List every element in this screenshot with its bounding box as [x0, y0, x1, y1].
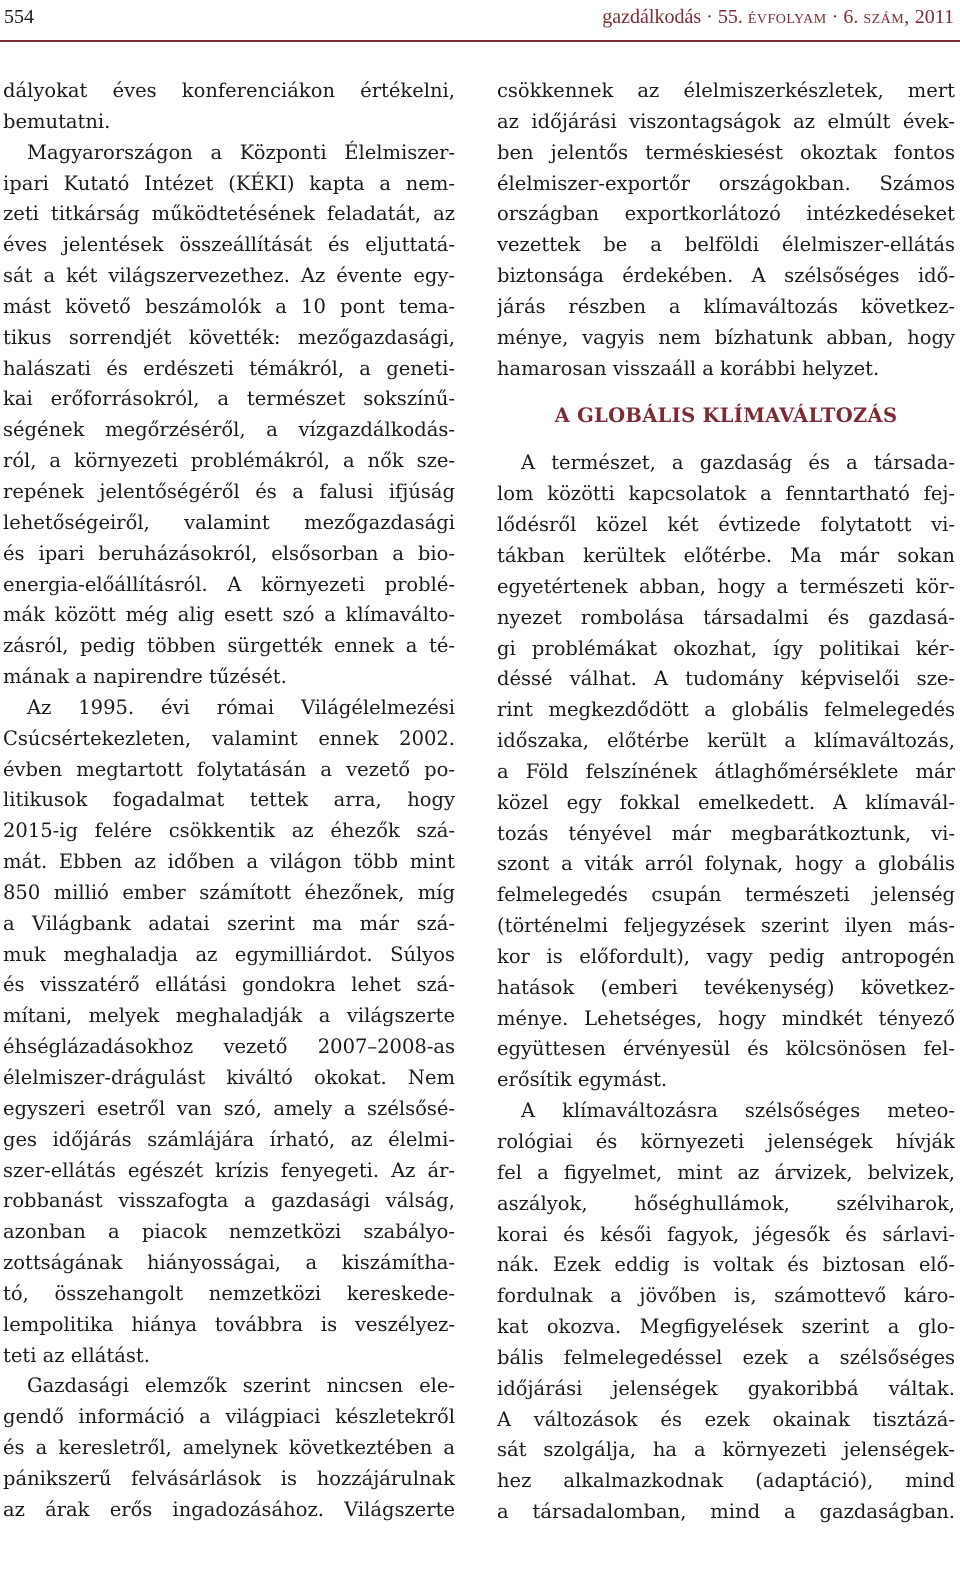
- text-line: zeti titkárság működtetésének feladatát, az: [3, 202, 455, 226]
- page-header: [0, 0, 960, 40]
- text-line: A klímaváltozásra szélsőséges meteo-: [521, 1099, 955, 1123]
- text-line: bemutatni.: [3, 109, 111, 133]
- text-line: 2015-ig felére csökkentik az éhezők szá-: [3, 819, 455, 843]
- text-line: kor is előfordult), vagy pedig antropogén: [497, 944, 955, 968]
- text-line: mák között még alig esett szó a klímaválto-: [3, 603, 455, 627]
- right-column: [497, 76, 955, 1528]
- text-line: évben megtartott folytatásán a vezető po-: [3, 757, 455, 781]
- text-line: zottságának hiányosságai, a kiszámítha-: [3, 1251, 455, 1275]
- text-line: mást követő beszámolók a 10 pont tema-: [3, 294, 455, 318]
- text-line: lődésről közel két évtizede folytatott vi-: [497, 513, 955, 537]
- text-line: az árak erős ingadozásához. Világszerte: [3, 1497, 455, 1521]
- text-line: lehetőségeiről, valamint mezőgazdasági: [3, 510, 455, 534]
- text-line: A természet, a gazdaság és a társada-: [521, 451, 955, 475]
- text-line: szont a viták arról folynak, hogy a globális: [497, 852, 955, 876]
- text-line: azonban a piacok nemzetközi szabályo-: [3, 1220, 455, 1244]
- text-line: déssé válhat. A tudomány képviselői sze-: [497, 667, 955, 691]
- text-line: élelmiszer-exportőr országokban. Számos: [497, 171, 955, 195]
- text-line: vezettek be a belföldi élelmiszer-ellátás: [497, 233, 955, 257]
- text-line: korai és késői fagyok, jégesők és sárlavi-: [497, 1222, 955, 1246]
- journal-name: gazdálkodás: [602, 6, 702, 28]
- right-column-bottom: [497, 448, 955, 1528]
- text-line: közel egy fokkal emelkedett. A klímavál-: [497, 790, 955, 814]
- text-line: ges időjárás számlájára írható, az élelmi-: [3, 1127, 455, 1151]
- text-line: élelmiszer-drágulást kiváltó okokat. Nem: [3, 1066, 455, 1089]
- text-line: csökkennek az élelmiszerkészletek, mert: [497, 79, 955, 102]
- text-line: a társadalomban, mind a gazdaságban.: [497, 1500, 955, 1524]
- text-line: éhséglázadásokhoz vezető 2007–2008-as: [3, 1035, 455, 1059]
- text-line: egyszeri esetről van szó, amely a szélsősé-: [3, 1096, 455, 1120]
- text-line: tikus sorrendjét követték: mezőgazdasági,: [3, 325, 455, 349]
- text-line: hamarosan visszaáll a korábbi helyzet.: [497, 356, 880, 380]
- text-line: halászati és erdészeti témákról, a geneti-: [3, 356, 455, 380]
- text-line: nák. Ezek eddig is voltak és biztosan elő-: [497, 1253, 955, 1277]
- right-column-top: [497, 76, 955, 384]
- text-line: kai erőforrásokról, a természet sokszínű-: [3, 387, 455, 411]
- text-line: biztonsága érdekében. A szélsőséges idő-: [497, 264, 955, 288]
- text-line: (történelmi feljegyzések szerint ilyen más-: [497, 914, 955, 938]
- text-line: időszaka, előtérbe került a klímaváltozás,: [497, 729, 955, 753]
- text-line: sát a két világszervezethez. Az évente egy-: [3, 264, 455, 288]
- text-line: éves jelentések összeállítását és eljuttatá-: [3, 233, 455, 257]
- text-line: rint megkezdődött a globális felmelegedés: [497, 698, 955, 722]
- text-line: hez alkalmazkodnak (adaptáció), mind: [497, 1469, 955, 1493]
- text-line: Az 1995. évi római Világélelmezési: [27, 695, 455, 719]
- text-line: dályokat éves konferenciákon értékelni,: [3, 79, 455, 102]
- text-line: ménye, vagyis nem bízhatunk abban, hogy: [497, 325, 955, 349]
- text-line: mítani, melyek meghaladják a világszerte: [3, 1004, 455, 1028]
- text-line: járás részben a klímaváltozás következ-: [497, 294, 955, 318]
- text-line: ségének megőrzéséről, a vízgazdálkodás-: [3, 418, 455, 442]
- text-line: ipari Kutató Intézet (KÉKI) kapta a nem-: [3, 171, 455, 195]
- text-line: A változások és ezek okainak tisztázá-: [497, 1407, 955, 1431]
- text-line: muk meghaladja az egymilliárdot. Súlyos: [3, 942, 455, 966]
- text-line: fel a figyelmet, mint az árvizek, belvizek,: [497, 1160, 955, 1184]
- text-line: tákban kerültek előtérbe. Ma már sokan: [497, 543, 955, 567]
- text-line: lempolitika hiánya továbbra is veszélyez-: [3, 1312, 455, 1336]
- text-line: erősítik egymást.: [497, 1068, 668, 1092]
- text-line: Gazdasági elemzők szerint nincsen ele-: [27, 1374, 455, 1398]
- text-line: Csúcsértekezleten, valamint ennek 2002.: [3, 726, 455, 750]
- text-line: repének jelentőségéről és a falusi ifjúság: [3, 479, 455, 503]
- page-number: 554: [4, 6, 34, 28]
- text-line: szer-ellátás egészét krízis fenyegeti. Az ár-: [3, 1158, 455, 1182]
- text-line: és ipari beruházásokról, elsősorban a bio-: [3, 541, 455, 565]
- text-line: litikusok fogadalmat tettek arra, hogy: [3, 788, 455, 812]
- text-line: tozás tényével már megbarátkoztunk, vi-: [497, 821, 955, 845]
- text-line: zásról, pedig többen sürgették ennek a té-: [3, 634, 455, 658]
- text-line: együttesen érvényesül és kölcsönösen fel-: [497, 1037, 955, 1061]
- text-line: a Föld felszínének átlaghőmérséklete már: [497, 759, 955, 783]
- text-line: felmelegedés csupán természeti jelenség: [497, 883, 955, 907]
- running-head: gazdálkodás · 55. évfolyam · 6. szám, 2011: [602, 6, 954, 28]
- text-line: sát szolgálja, ha a környezeti jelenségek-: [497, 1438, 955, 1462]
- text-line: gi problémákat okozhat, így politikai kér-: [497, 636, 955, 660]
- text-line: az időjárási viszontagságok az elmúlt évek-: [497, 109, 955, 133]
- text-line: mát. Ebben az időben a világon több mint: [3, 850, 455, 874]
- text-line: országban exportkorlátozó intézkedéseket: [497, 202, 955, 226]
- left-column: [3, 76, 455, 1526]
- text-line: tó, összehangolt nemzetközi kereskede-: [3, 1281, 455, 1305]
- text-line: teti az ellátást.: [3, 1343, 150, 1367]
- text-line: energia-előállításról. A környezeti problé-: [3, 572, 455, 596]
- text-line: hatások (emberi tevékenység) következ-: [497, 975, 955, 999]
- text-line: és visszatérő ellátási gondokra lehet szá-: [3, 973, 455, 997]
- text-line: fordulnak a jövőben is, számottevő káro-: [497, 1284, 955, 1308]
- text-line: kat okozva. Megfigyelések szerint a glo-: [497, 1315, 955, 1339]
- text-line: aszályok, hőséghullámok, szélviharok,: [497, 1191, 955, 1215]
- header-rule: [0, 40, 960, 42]
- text-line: rológiai és környezeti jelenségek hívják: [497, 1130, 955, 1153]
- text-line: nyezet rombolása társadalmi és gazdasá-: [497, 605, 955, 629]
- text-line: és a keresletről, amelynek következtében a: [3, 1436, 455, 1460]
- text-line: gendő információ a világpiaci készletekről: [3, 1405, 455, 1429]
- text-line: egyetértenek abban, hogy a természeti kör-: [497, 574, 955, 598]
- text-line: robbanást visszafogta a gazdasági válság,: [3, 1189, 455, 1213]
- section-title: A GLOBÁLIS KLÍMAVÁLTOZÁS: [554, 404, 898, 428]
- text-line: lom közötti kapcsolatok a fenntartható fej-: [497, 482, 955, 506]
- text-line: Magyarországon a Központi Élelmiszer-: [27, 140, 455, 164]
- text-line: időjárási jelenségek gyakoribbá váltak.: [497, 1376, 955, 1400]
- text-line: bális felmelegedéssel ezek a szélsőséges: [497, 1345, 955, 1369]
- text-line: ról, a környezeti problémákról, a nők sze-: [3, 449, 455, 473]
- text-line: ménye. Lehetséges, hogy mindkét tényező: [497, 1006, 955, 1030]
- text-line: pánikszerű felvásárlások is hozzájárulnak: [3, 1466, 455, 1490]
- text-line: 850 millió ember számított éhezőnek, míg: [3, 880, 455, 904]
- text-line: ben jelentős terméskiesést okoztak fontos: [497, 140, 955, 164]
- text-line: mának a napirendre tűzését.: [3, 665, 287, 689]
- text-line: a Világbank adatai szerint ma már szá-: [3, 911, 455, 935]
